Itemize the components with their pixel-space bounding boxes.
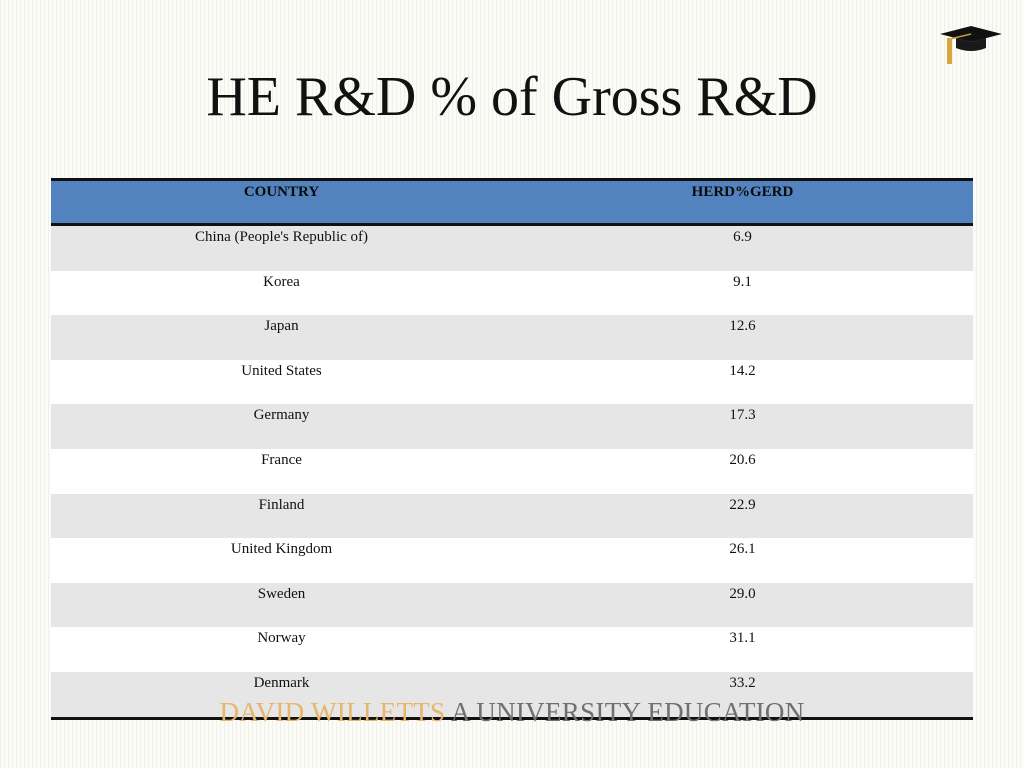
table-row [51, 315, 973, 360]
table-row [51, 360, 973, 405]
herd-gerd-value-cell: 6.9 [733, 229, 752, 245]
country-cell: United Kingdom [230, 541, 333, 558]
footer-author: DAVID WILLETTS [219, 697, 446, 727]
country-cell: Germany [253, 407, 310, 424]
herd-gerd-value-cell: 17.3 [729, 407, 756, 424]
column-header-herd-gerd: HERD%GERD [512, 181, 973, 225]
herd-gerd-value-cell: 20.6 [729, 451, 756, 468]
country-cell: Finland [258, 496, 305, 513]
footer-book-title: A UNIVERSITY EDUCATION [450, 697, 805, 727]
country-cell: Korea [263, 273, 300, 290]
herd-gerd-value-cell: 26.1 [729, 541, 756, 558]
slide-title: HE R&D % of Gross R&D [206, 66, 818, 128]
table-row [51, 538, 973, 583]
country-cell: Sweden [257, 585, 306, 602]
herd-gerd-value-cell: 14.2 [729, 362, 756, 379]
herd-table-container [51, 178, 973, 720]
table-row [51, 583, 973, 628]
country-cell: United States [241, 362, 322, 379]
country-cell: France [261, 451, 302, 468]
table-header-row [51, 181, 973, 225]
herd-gerd-value-cell: 33.2 [729, 674, 756, 691]
country-cell: China (People's Republic of) [194, 229, 369, 245]
table-row [51, 225, 973, 271]
footer [0, 697, 1024, 728]
country-cell: Norway [257, 630, 306, 647]
herd-gerd-value-cell: 31.1 [729, 630, 756, 647]
table-row [51, 494, 973, 539]
table-row [51, 627, 973, 672]
graduation-cap-icon [938, 22, 1004, 66]
column-header-country: COUNTRY [51, 181, 512, 225]
table-row [51, 449, 973, 494]
herd-gerd-value-cell: 22.9 [729, 496, 756, 513]
table-row [51, 404, 973, 449]
herd-gerd-value-cell: 9.1 [733, 273, 752, 290]
table-row [51, 271, 973, 316]
herd-gerd-value-cell: 29.0 [729, 585, 756, 602]
table-body [51, 225, 973, 717]
country-cell: Japan [264, 318, 299, 335]
country-cell: Denmark [253, 674, 310, 691]
herd-gerd-value-cell: 12.6 [729, 318, 756, 335]
herd-table [51, 181, 973, 717]
